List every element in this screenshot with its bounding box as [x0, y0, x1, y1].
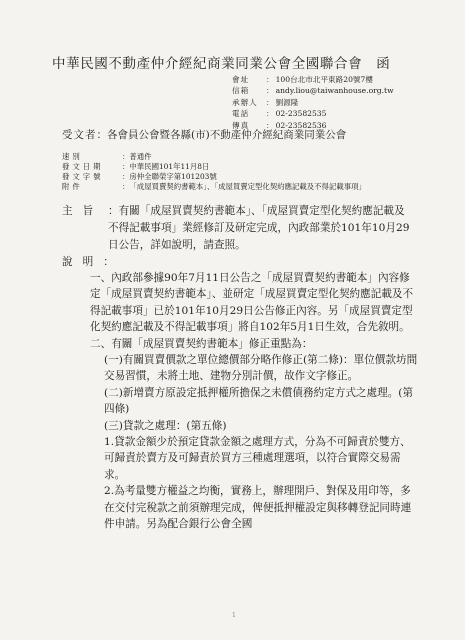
subject-text: ：有關「成屋買賣契約書範本」、「成屋買賣定型化契約應記載及不得記載事項」業經修訂及研定完成，內政部業於101年10月29日公告，詳如說明，請查照。 [108, 205, 410, 251]
meta-row: 附件 ： 「成屋買賣契約書範本」、「成屋買賣定型化契約應記載及不得記載事項」 [62, 182, 366, 191]
contact-row: 會址 ： 100台北市北平東路20號7樓 [232, 75, 373, 84]
contact-row: 信箱 ： andy.liou@taiwanhouse.org.tw [232, 86, 394, 96]
section-two: 二、有關「成屋買賣契約書範本」修正重點為： [90, 337, 313, 350]
document-type: 函 [376, 56, 391, 72]
subitem-two: 2.為考量雙方權益之均衡，實務上，辦理開戶、對保及用印等，多在交付完稅款之前須辦理完成，俾便抵押權設定與移轉登記同時連件申請。另為配合銀行公會全國 [104, 485, 412, 531]
explanation-label: 說明： [62, 256, 124, 268]
meta-row: 速別 ： 普通件 [62, 152, 152, 161]
organization-name: 中華民國不動產仲介經紀商業同業公會全國聯合會 [52, 56, 363, 72]
subject-block [62, 203, 414, 254]
contact-row: 電話 ： 02-23582535 [232, 109, 327, 119]
meta-block [62, 152, 366, 192]
explanation-body [90, 270, 420, 533]
meta-row: 發文日期 ： 中華民國101年11月8日 [62, 162, 210, 171]
subitem-one: 1.貸款金額少於預定貸款金額之處理方式，分為不可歸責於雙方、可歸責於賣方及可歸責於買方三種處理選項，以符合實際交易需求。 [104, 436, 411, 481]
page-number: 1 [232, 612, 236, 619]
document-title [52, 52, 390, 72]
item-one: (一)有關買賣價款之單位總價部分略作修正(第二條)：單位價款坊間交易習慣，未將土地、建物分別計價，故作文字修正。 [104, 354, 418, 383]
contact-row: 傳真 ： 02-23582536 [232, 120, 327, 130]
section-one: 一、內政部參據90年7月11日公告之「成屋買賣契約書範本」內容修定「成屋買賣契約書範本」、並研定「成屋買賣定型化契約應記載及不得記載事項」已於101年10月29日公告修正內容。另「成屋買賣定型化契約應記載及不得記載事項」將自102年5月1日生效，合先敘明。 [90, 272, 414, 334]
item-two: (二)新增賣方原設定抵押權所擔保之未償債務約定方式之處理。(第四條) [104, 386, 414, 416]
subject-label: 主旨 [62, 205, 104, 217]
item-three: (三)貸款之處理：(第五條) [104, 419, 227, 432]
contact-row: 承辦人 ： 劉源隆 [232, 97, 299, 107]
contact-block [232, 74, 394, 131]
meta-row: 發文字號 ： 房仲全聯榮字第101203號 [62, 172, 217, 181]
recipient-line: 受文者：各會員公會暨各縣(市)不動產仲介經紀商業同業公會 [62, 129, 347, 141]
